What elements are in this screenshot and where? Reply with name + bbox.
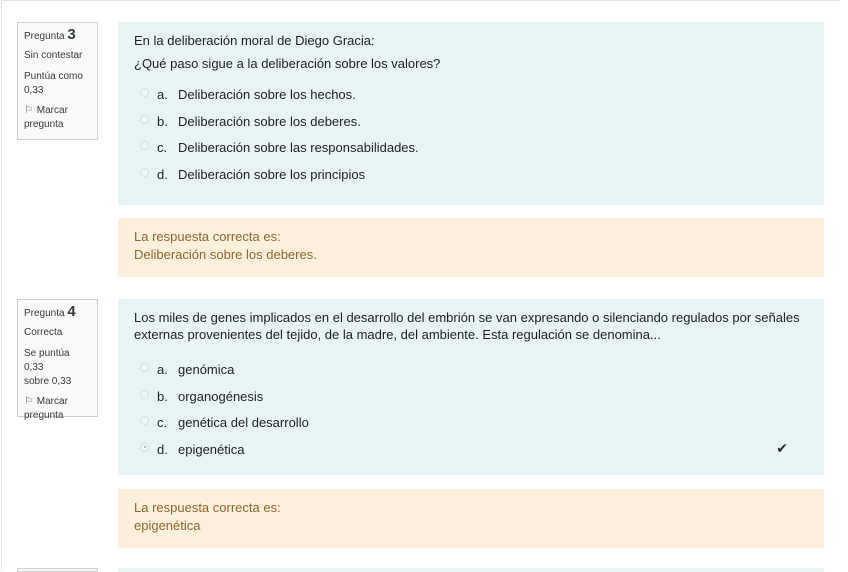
question-label: Pregunta xyxy=(24,308,65,319)
question-state: Sin contestar xyxy=(24,50,83,61)
next-question-info xyxy=(17,568,98,572)
answer-option-c[interactable]: c. Deliberación sobre las responsabilidades. xyxy=(134,139,808,166)
question-formulation-4 xyxy=(118,299,824,475)
radio-button[interactable] xyxy=(140,416,149,425)
answer-option-b[interactable]: b. organogénesis xyxy=(134,388,808,415)
question-number: 4 xyxy=(67,303,76,320)
question-label: Pregunta xyxy=(24,31,65,42)
question-text: Los miles de genes implicados en el desarrollo del embrión se van expresando o silenciando regulados por señales externas provenientes del tejido, de la madre, del ambiente. Esta regulación se denomina... xyxy=(134,310,800,342)
answer-list xyxy=(134,361,808,467)
question-number: 3 xyxy=(67,26,76,43)
page-border-top xyxy=(1,0,841,1)
radio-button-selected[interactable] xyxy=(140,443,149,452)
answer-list xyxy=(134,86,808,192)
radio-button[interactable] xyxy=(140,115,149,124)
answer-option-a[interactable]: a. genómica xyxy=(134,361,808,388)
radio-button[interactable] xyxy=(140,141,149,150)
answer-option-d[interactable]: d. Deliberación sobre los principios xyxy=(134,166,808,193)
feedback-title: La respuesta correcta es: xyxy=(134,500,281,515)
question-grade: Puntúa como 0,33 xyxy=(24,71,83,96)
question-state: Correcta xyxy=(24,327,63,338)
answer-option-d[interactable]: d. epigenética ✔ xyxy=(134,441,808,468)
feedback-box-3 xyxy=(118,218,824,277)
question-text: En la deliberación moral de Diego Gracia: ¿Qué paso sigue a la deliberación sobre los valores? xyxy=(134,33,441,71)
next-question-formulation xyxy=(118,568,824,572)
question-info-3 xyxy=(17,22,98,140)
question-grade: Se puntúa 0,33 sobre 0,33 xyxy=(24,348,72,387)
feedback-answer: Deliberación sobre los deberes. xyxy=(134,247,317,262)
radio-button[interactable] xyxy=(140,168,149,177)
radio-button[interactable] xyxy=(140,88,149,97)
flag-icon[interactable]: ⚐ xyxy=(24,105,33,116)
flag-question-button[interactable]: ⚐ Marcar pregunta xyxy=(24,396,68,421)
flag-icon[interactable]: ⚐ xyxy=(24,396,33,407)
answer-option-a[interactable]: a. Deliberación sobre los hechos. xyxy=(134,86,808,113)
radio-button[interactable] xyxy=(140,363,149,372)
feedback-box-4 xyxy=(118,489,824,548)
answer-option-c[interactable]: c. genética del desarrollo xyxy=(134,414,808,441)
feedback-title: La respuesta correcta es: xyxy=(134,229,281,244)
page-border-left xyxy=(1,0,2,570)
check-icon: ✔ xyxy=(776,439,788,456)
question-formulation-3 xyxy=(118,22,824,205)
flag-question-button[interactable]: ⚐ Marcar pregunta xyxy=(24,105,68,130)
feedback-answer: epigenética xyxy=(134,518,201,533)
question-info-4 xyxy=(17,299,98,421)
radio-button[interactable] xyxy=(140,390,149,399)
answer-option-b[interactable]: b. Deliberación sobre los deberes. xyxy=(134,113,808,140)
